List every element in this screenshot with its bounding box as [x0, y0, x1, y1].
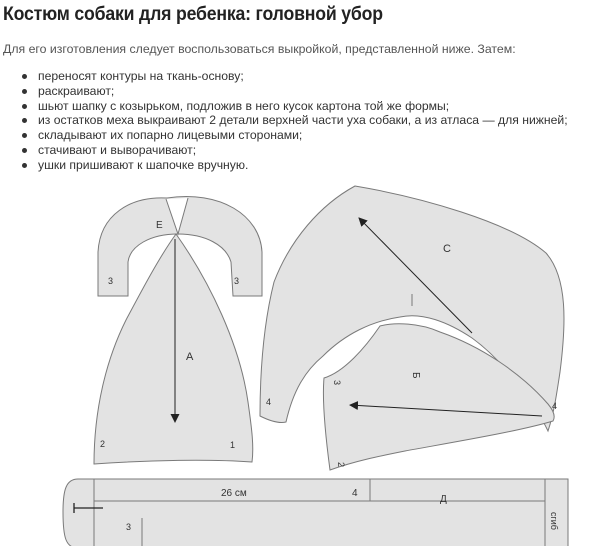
piece-b-label: Б — [410, 372, 421, 379]
bullet-icon — [22, 133, 27, 138]
step-text: складывают их попарно лицевыми сторонами; — [38, 128, 303, 143]
step-item — [22, 99, 568, 114]
piece-e-mark-left: 3 — [108, 276, 114, 286]
piece-d-dimension: 26 см — [221, 488, 247, 499]
step-item — [22, 143, 568, 158]
step-text: ушки пришивают к шапочке вручную. — [38, 157, 249, 172]
piece-b-mark-4: 4 — [552, 401, 558, 411]
piece-e-mark-right: 3 — [234, 276, 240, 286]
step-text: переносят контуры на ткань-основу; — [38, 69, 244, 83]
intro-text: Для его изготовления следует воспользоваться выкройкой, представленной ниже. Затем: — [3, 42, 516, 56]
piece-a-mark-1: 1 — [230, 440, 236, 450]
step-text: стачивают и выворачивают; — [38, 142, 197, 157]
bullet-icon — [22, 74, 27, 79]
piece-a-mark-2: 2 — [100, 439, 106, 449]
steps-list — [22, 69, 568, 173]
step-text: шьют шапку с козырьком, подложив в него кусок картона той же формы; — [38, 98, 450, 113]
piece-d-mark-4: 4 — [352, 488, 358, 499]
piece-b-mark-2: 2 — [336, 462, 346, 468]
piece-d-label: Д — [440, 494, 447, 505]
piece-d-fold-label: сгиб — [549, 512, 559, 530]
bullet-icon — [22, 89, 27, 94]
step-item — [22, 113, 568, 128]
piece-d-shape — [63, 479, 568, 546]
hat-pattern-diagram — [0, 176, 600, 546]
piece-c-mark-4: 4 — [266, 397, 272, 407]
step-text: раскраивают; — [38, 83, 115, 98]
step-item — [22, 84, 568, 99]
bullet-icon — [22, 118, 27, 123]
piece-e-label: Е — [156, 220, 163, 231]
bullet-icon — [22, 104, 27, 109]
piece-c-label: С — [443, 243, 451, 255]
step-item — [22, 158, 568, 173]
bullet-icon — [22, 148, 27, 153]
pattern-piece-d — [63, 479, 568, 546]
piece-d-mark-3: 3 — [126, 522, 132, 532]
step-item — [22, 128, 568, 143]
step-text: из остатков меха выкраивают 2 детали верхней части уха собаки, а из атласа — для нижней; — [38, 113, 568, 128]
piece-a-label: А — [186, 351, 194, 363]
article-title: Костюм собаки для ребенка: головной убор — [3, 4, 383, 25]
piece-b-mark-3: 3 — [332, 380, 342, 386]
step-item — [22, 69, 568, 84]
bullet-icon — [22, 163, 27, 168]
